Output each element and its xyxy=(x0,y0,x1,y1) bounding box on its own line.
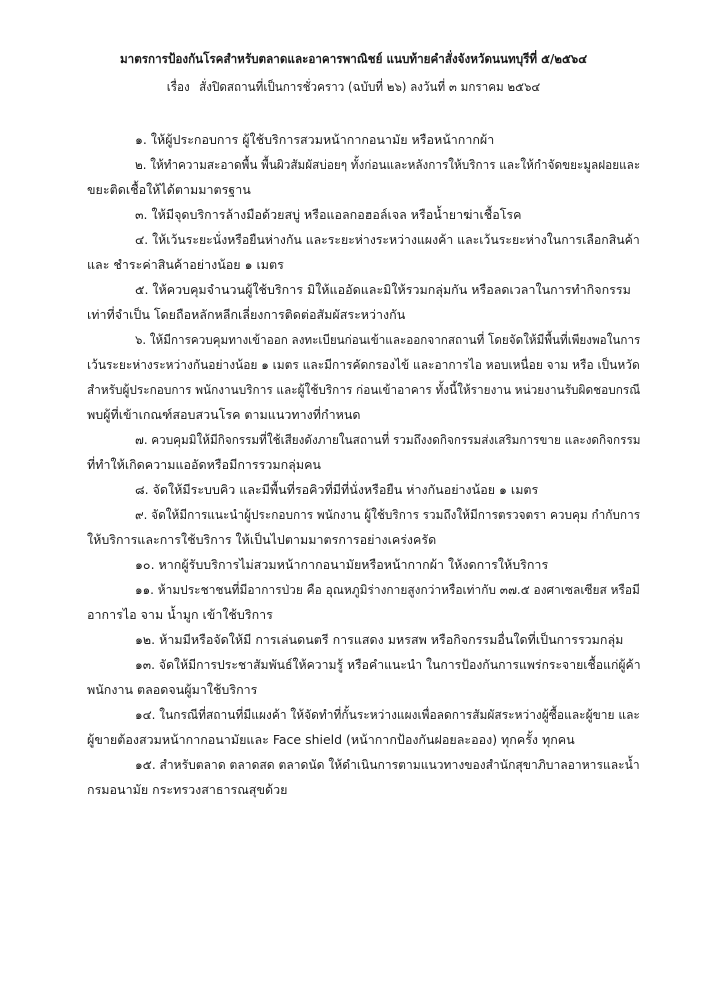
measure-item-7: ๗. ควบคุมมิให้มีกิจกรรมที่ใช้เสียงดังภายในสถานที่ รวมถึงงดกิจกรรมส่งเสริมการขาย และงดกิจกรรม xyxy=(135,432,641,447)
measure-item-14-continuation: ผู้ขายต้องสวมหน้ากากอนามัยและ Face shield (หน้ากากป้องกันฝอยละออง) ทุกครั้ง ทุกคน xyxy=(87,732,575,747)
measure-item-2: ๒. ให้ทำความสะอาดพื้น พื้นผิวสัมผัสบ่อยๆ ทั้งก่อนและหลังการให้บริการ และให้กำจัดขยะมูลฝอยและ xyxy=(135,157,641,172)
measure-item-6-continuation: พบผู้ที่เข้าเกณฑ์สอบสวนโรค ตามแนวทางที่กำหนด xyxy=(87,407,361,422)
measure-item-11: ๑๑. ห้ามประชาชนที่มีอาการป่วย คือ อุณหภูมิร่างกายสูงกว่าหรือเท่ากับ ๓๗.๕ องศาเซลเซียส หรือมี xyxy=(135,582,640,597)
measure-item-1: ๑. ให้ผู้ประกอบการ ผู้ใช้บริการสวมหน้ากากอนามัย หรือหน้ากากผ้า xyxy=(135,132,495,147)
measure-item-15: ๑๕. สำหรับตลาด ตลาดสด ตลาดนัด ให้ดำเนินการตามแนวทางของสำนักสุขาภิบาลอาหารและน้ำ xyxy=(135,757,640,772)
measure-item-6-continuation: เว้นระยะห่างระหว่างกันอย่างน้อย ๑ เมตร และมีการคัดกรองไข้ และอาการไอ หอบเหนื่อย จาม หรือ เป็นหวัด xyxy=(87,357,640,372)
measure-item-6: ๖. ให้มีการควบคุมทางเข้าออก ลงทะเบียนก่อนเข้าและออกจากสถานที่ โดยจัดให้มีพื้นที่เพียงพอในการ xyxy=(135,332,641,347)
measure-item-14: ๑๔. ในกรณีที่สถานที่มีแผงค้า ให้จัดทำที่กั้นระหว่างแผงเพื่อลดการสัมผัสระหว่างผู้ซื้อและผู้ขาย และ xyxy=(135,707,640,722)
measure-item-6-continuation: สำหรับผู้ประกอบการ พนักงานบริการ และผู้ใช้บริการ ก่อนเข้าอาคาร ทั้งนี้ให้รายงาน หน่วยงานรับผิดชอบกรณี xyxy=(87,382,641,397)
measure-item-4: ๔. ให้เว้นระยะนั่งหรือยืนห่างกัน และระยะห่างระหว่างแผงค้า และเว้นระยะห่างในการเลือกสินค้า xyxy=(135,232,640,247)
measure-item-3: ๓. ให้มีจุดบริการล้างมือด้วยสบู่ หรือแอลกอฮอล์เจล หรือน้ำยาฆ่าเชื้อโรค xyxy=(135,207,522,222)
measure-item-11-continuation: อาการไอ จาม น้ำมูก เข้าใช้บริการ xyxy=(87,607,273,622)
measure-item-5-continuation: เท่าที่จำเป็น โดยถือหลักหลีกเลี่ยงการติดต่อสัมผัสระหว่างกัน xyxy=(87,307,406,322)
measure-item-15-continuation: กรมอนามัย กระทรวงสาธารณสุขด้วย xyxy=(87,782,288,797)
subject-text: สั่งปิดสถานที่เป็นการชั่วคราว (ฉบับที่ ๒๖) ลงวันที่ ๓ มกราคม ๒๕๖๔ xyxy=(199,79,541,94)
document-title: มาตรการป้องกันโรคสำหรับตลาดและอาคารพาณิชย์ แนบท้ายคำสั่งจังหวัดนนทบุรีที่ ๕/๒๕๖๔ xyxy=(119,51,588,66)
subject-label: เรื่อง xyxy=(166,79,190,94)
measure-item-10: ๑๐. หากผู้รับบริการไม่สวมหน้ากากอนามัยหรือหน้ากากผ้า ให้งดการให้บริการ xyxy=(135,557,549,572)
document-subject xyxy=(23,78,683,96)
measure-item-2-continuation: ขยะติดเชื้อให้ได้ตามมาตรฐาน xyxy=(87,182,251,197)
measure-item-9-continuation: ให้บริการและการใช้บริการ ให้เป็นไปตามมาตรการอย่างเคร่งครัด xyxy=(87,532,437,547)
measure-item-7-continuation: ที่ทำให้เกิดความแออัดหรือมีการรวมกลุ่มคน xyxy=(87,457,321,472)
measure-item-12: ๑๒. ห้ามมีหรือจัดให้มี การเล่นดนตรี การแสดง มหรสพ หรือกิจกรรมอื่นใดที่เป็นการรวมกลุ่ม xyxy=(135,632,624,647)
measure-item-13-continuation: พนักงาน ตลอดจนผู้มาใช้บริการ xyxy=(87,682,258,697)
measure-item-9: ๙. จัดให้มีการแนะนำผู้ประกอบการ พนักงาน ผู้ใช้บริการ รวมถึงให้มีการตรวจตรา ควบคุม กำกับการ xyxy=(135,507,641,522)
measure-item-13: ๑๓. จัดให้มีการประชาสัมพันธ์ให้ความรู้ หรือคำแนะนำ ในการป้องกันการแพร่กระจายเชื้อแก่ผู้ค้า xyxy=(135,657,641,672)
measure-item-5: ๕. ให้ควบคุมจำนวนผู้ใช้บริการ มิให้แออัดและมิให้รวมกลุ่มกัน หรือลดเวลาในการทำกิจกรรม xyxy=(135,282,631,297)
measure-item-4-continuation: และ ชำระค่าสินค้าอย่างน้อย ๑ เมตร xyxy=(87,257,284,272)
measure-item-8: ๘. จัดให้มีระบบคิว และมีพื้นที่รอคิวที่มีที่นั่งหรือยืน ห่างกันอย่างน้อย ๑ เมตร xyxy=(135,482,539,497)
